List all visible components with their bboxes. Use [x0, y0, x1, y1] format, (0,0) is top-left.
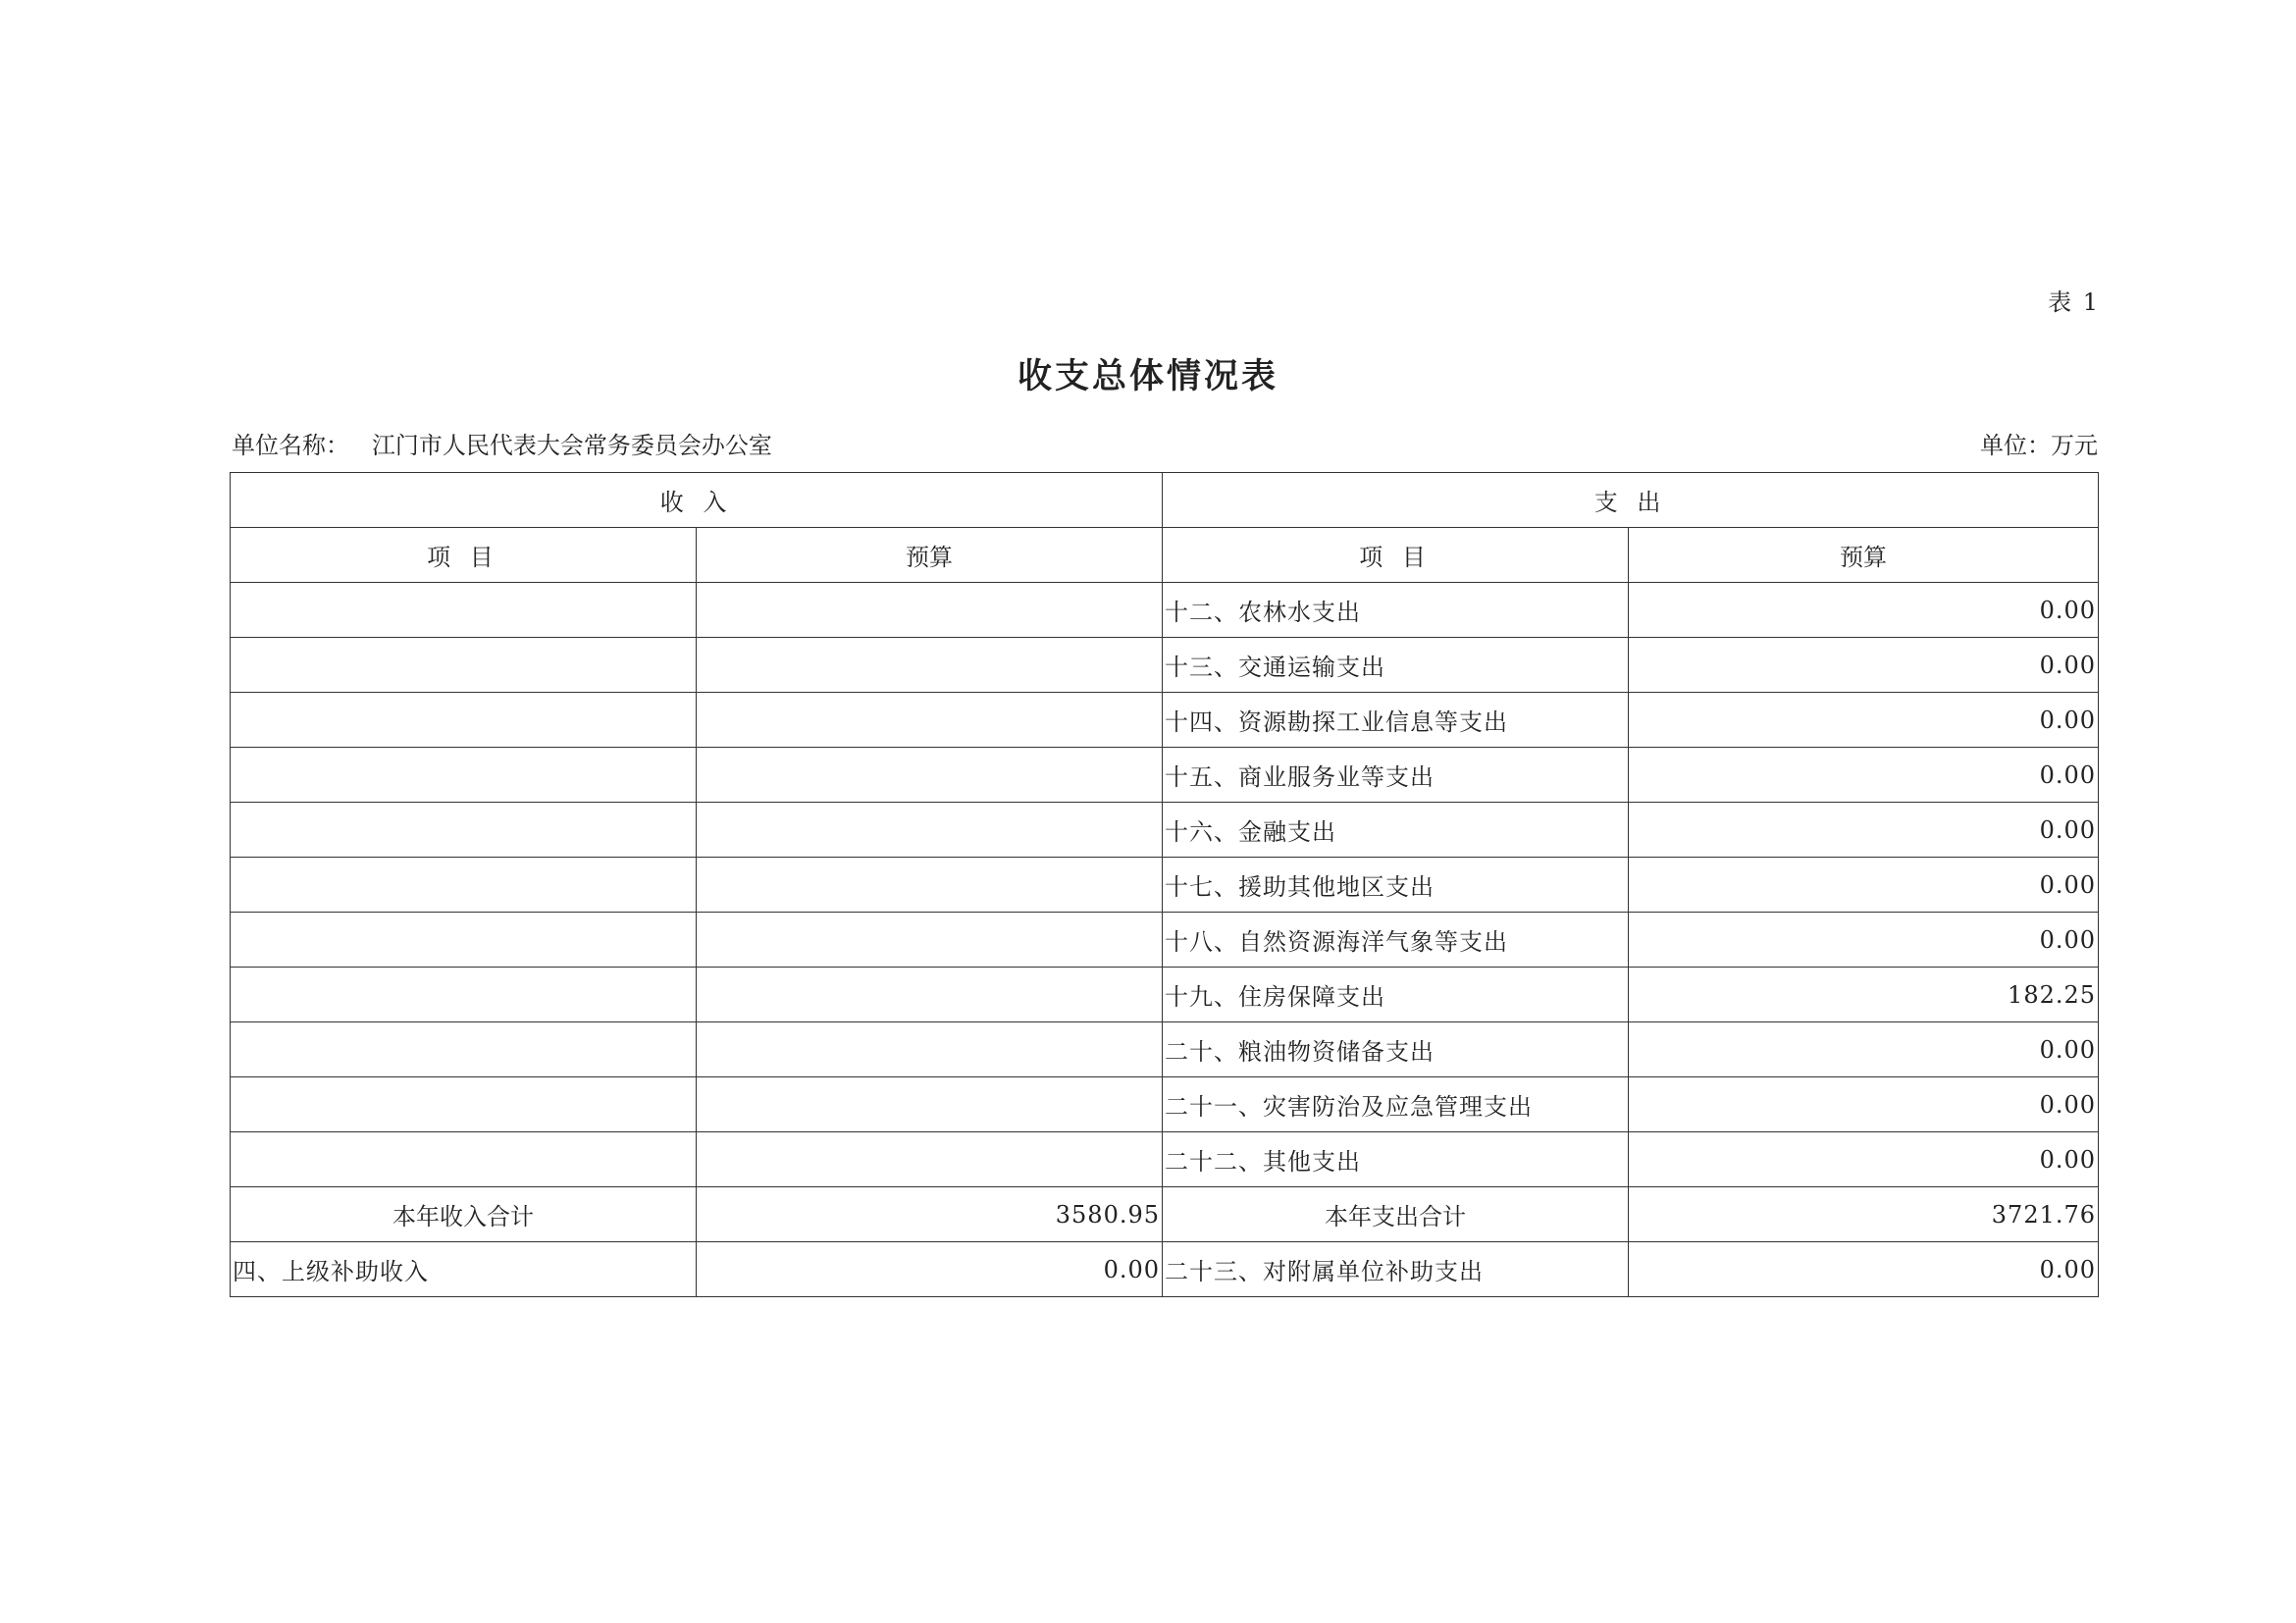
table-row	[231, 1242, 2099, 1297]
expense-budget-cell: 0.00	[1629, 913, 2099, 968]
income-budget-cell	[697, 858, 1163, 913]
income-item-cell	[231, 1132, 697, 1187]
unit-measure-label: 单位：万元	[1980, 432, 2098, 459]
income-item-cell	[231, 1022, 697, 1077]
income-budget-cell: 0.00	[697, 1242, 1163, 1297]
income-budget-col-header: 预算	[697, 528, 1163, 583]
income-budget-cell	[697, 803, 1163, 858]
expense-budget-cell: 0.00	[1629, 1242, 2099, 1297]
income-budget-cell	[697, 748, 1163, 803]
expense-item-cell: 十二、农林水支出	[1163, 583, 1629, 638]
expense-budget-cell: 0.00	[1629, 1132, 2099, 1187]
income-item-cell	[231, 858, 697, 913]
income-total-label: 本年收入合计	[231, 1187, 697, 1242]
expense-budget-cell: 0.00	[1629, 748, 2099, 803]
income-budget-cell	[697, 638, 1163, 693]
income-item-cell: 四、上级补助收入	[231, 1242, 697, 1297]
expense-item-col-header: 项 目	[1163, 528, 1629, 583]
income-item-col-header: 项 目	[231, 528, 697, 583]
table-row	[231, 1077, 2099, 1132]
expense-item-cell: 二十三、对附属单位补助支出	[1163, 1242, 1629, 1297]
expense-item-cell: 十八、自然资源海洋气象等支出	[1163, 913, 1629, 968]
income-item-cell	[231, 1077, 697, 1132]
income-item-cell	[231, 583, 697, 638]
table-row	[231, 913, 2099, 968]
income-budget-cell	[697, 968, 1163, 1022]
section-header-row	[231, 473, 2099, 528]
expense-total-label: 本年支出合计	[1163, 1187, 1629, 1242]
expense-budget-cell: 0.00	[1629, 1077, 2099, 1132]
expense-budget-cell: 182.25	[1629, 968, 2099, 1022]
income-section-header: 收 入	[231, 473, 1163, 528]
table-row	[231, 1022, 2099, 1077]
column-header-row	[231, 528, 2099, 583]
table-row	[231, 803, 2099, 858]
expense-item-cell: 二十、粮油物资储备支出	[1163, 1022, 1629, 1077]
document-title: 收支总体情况表	[1017, 356, 1278, 396]
expense-total-value: 3721.76	[1629, 1187, 2099, 1242]
expense-budget-col-header: 预算	[1629, 528, 2099, 583]
expense-item-cell: 十九、住房保障支出	[1163, 968, 1629, 1022]
expense-item-cell: 二十二、其他支出	[1163, 1132, 1629, 1187]
total-row	[231, 1187, 2099, 1242]
income-item-cell	[231, 748, 697, 803]
income-item-cell	[231, 968, 697, 1022]
income-budget-cell	[697, 1022, 1163, 1077]
income-budget-cell	[697, 583, 1163, 638]
income-total-value: 3580.95	[697, 1187, 1163, 1242]
expense-budget-cell: 0.00	[1629, 583, 2099, 638]
income-item-cell	[231, 693, 697, 748]
table-row	[231, 693, 2099, 748]
table-row	[231, 1132, 2099, 1187]
income-item-cell	[231, 638, 697, 693]
table-number: 表 1	[2048, 288, 2100, 316]
table-row	[231, 638, 2099, 693]
income-budget-cell	[697, 1077, 1163, 1132]
expense-budget-cell: 0.00	[1629, 803, 2099, 858]
table-row	[231, 858, 2099, 913]
income-item-cell	[231, 803, 697, 858]
expense-item-cell: 二十一、灾害防治及应急管理支出	[1163, 1077, 1629, 1132]
income-budget-cell	[697, 1132, 1163, 1187]
expense-budget-cell: 0.00	[1629, 1022, 2099, 1077]
expense-item-cell: 十七、援助其他地区支出	[1163, 858, 1629, 913]
budget-table	[230, 472, 2099, 1297]
table-row	[231, 583, 2099, 638]
expense-item-cell: 十五、商业服务业等支出	[1163, 748, 1629, 803]
expense-item-cell: 十三、交通运输支出	[1163, 638, 1629, 693]
expense-item-cell: 十四、资源勘探工业信息等支出	[1163, 693, 1629, 748]
expense-section-header: 支 出	[1163, 473, 2099, 528]
table-row	[231, 748, 2099, 803]
expense-budget-cell: 0.00	[1629, 693, 2099, 748]
unit-name-label: 单位名称： 江门市人民代表大会常务委员会办公室	[232, 432, 772, 459]
income-budget-cell	[697, 693, 1163, 748]
expense-item-cell: 十六、金融支出	[1163, 803, 1629, 858]
income-item-cell	[231, 913, 697, 968]
income-budget-cell	[697, 913, 1163, 968]
table-row	[231, 968, 2099, 1022]
expense-budget-cell: 0.00	[1629, 858, 2099, 913]
expense-budget-cell: 0.00	[1629, 638, 2099, 693]
